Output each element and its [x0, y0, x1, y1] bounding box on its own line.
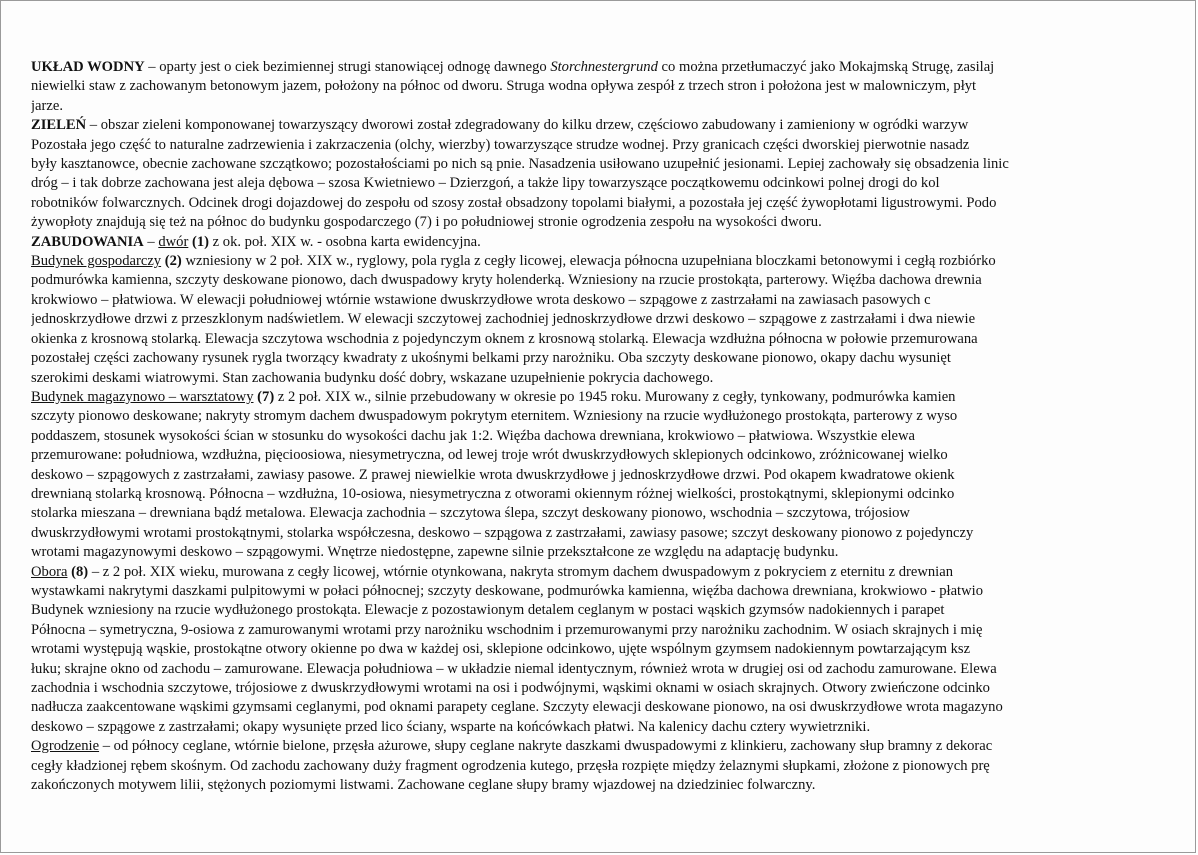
text-line: [31, 77, 1196, 96]
text-segment: co można przetłumaczyć jako Mokajmską Strugę, zasilaj: [657, 59, 995, 75]
underlined-heading: Budynek gospodarczy: [31, 253, 162, 270]
text-segment: jednoskrzydłowe drzwi z przeszklonym nadświetlem. W elewacji szczytowej zachodniej jednoskrzydłowe drzwi deskowo – szpągowe z zastrzałami i dwa niewie: [31, 311, 976, 328]
text-line: [31, 543, 1196, 562]
text-line: [31, 407, 1196, 426]
text-line: [31, 718, 1196, 737]
text-segment: deskowo – szpągowych z zastrzałami, zawiasy pasowe. Z prawej niewielkie wrota dwuskrzydłowe j jednoskrzydłowe drzwi. Pod okapem kwadratowe okienk: [31, 466, 955, 483]
text-line: [31, 271, 1196, 290]
text-segment: – od północy ceglane, wtórnie bielone, przęsła ażurowe, słupy ceglane nakryte daszkami dwuspadowymi z klinkieru, zachowany słup bramny z dekorac: [99, 738, 993, 755]
text-line: [31, 136, 1196, 155]
text-line: [31, 349, 1196, 368]
text-line: [31, 504, 1196, 523]
underlined-heading: Budynek magazynowo – warsztatowy: [31, 388, 254, 405]
text-line: [31, 698, 1196, 717]
underlined-heading: dwór: [158, 233, 189, 250]
text-segment: Pozostała jego część to naturalne zadrzewienia i zakrzaczenia (olchy, wierzby) towarzyszące strudze wodnej. Przy granicach części dworskiej pierwotnie nasadz: [31, 136, 970, 153]
text-segment: szerokimi deskami wiatrowymi. Stan zachowania budynku dość dobry, wskazane uzupełnienie pokrycia dachowego.: [31, 369, 714, 386]
text-segment: drewnianą stolarką krosnową. Północna – wzdłużna, 10-osiowa, niesymetryczna z otworami okiennym różnej wielkości, prostokątnymi, sklepionymi odcinko: [31, 485, 955, 502]
text-line: [31, 563, 1196, 582]
text-segment: krokwiowo – płatwiowa. W elewacji południowej wtórnie wstawione dwuskrzydłowe wrota deskowo – szpągowe z zastrzałami na zawiasach pasowych c: [31, 291, 931, 308]
text-segment: z 2 poł. XIX w., silnie przebudowany w okresie po 1945 roku. Murowany z cegły, tynkowany, podmurówka kamien: [274, 388, 956, 405]
text-segment: jarze.: [31, 97, 63, 114]
text-line: [31, 194, 1196, 213]
text-line: [31, 776, 1196, 795]
text-segment: poddaszem, stosunek wysokości ścian w stosunku do wysokości dachu jak 1:2. Więźba dachowa drewniana, krokwiowo – płatwiowa. Wszystkie elewa: [31, 427, 916, 444]
text-segment: okienka z krosnową stolarką. Elewacja szczytowa wschodnia z pojedynczym oknem z krosnową stolarką. Elewacja wzdłużna północna w połowie przemurowana: [31, 330, 978, 347]
text-line: [31, 369, 1196, 388]
bold-text: UKŁAD WODNY: [31, 59, 145, 75]
text-segment: dwuskrzydłowymi wrotami prostokątnymi, stolarka współczesna, deskowo – szpągowa z zastrzałami, zawiasy pasowe; szczyt deskowany pionowo z pojedynczy: [31, 524, 974, 541]
text-segment: niewielki staw z zachowanym betonowym jazem, położony na północ od dworu. Struga wodna opływa zespół z trzech stron i położona jest w malowniczym, płyt: [31, 78, 977, 95]
text-segment: zachodnia i wschodnia szczytowe, trójosiowe z dwuskrzydłowymi wrotami na osi i podwójnymi, wąskimi oknami w osiach skrajnych. Otwory zwieńczone odcinko: [31, 680, 990, 696]
bold-text: ZABUDOWANIA: [31, 233, 144, 250]
text-line: [31, 601, 1196, 620]
text-line: [31, 233, 1196, 252]
text-segment: – oparty jest o ciek bezimiennej strugi stanowiącej odnogę dawnego: [144, 59, 551, 75]
text-segment: były kasztanowce, obecnie zachowane szczątkowo; pozostałościami po nich są pnie. Nasadzenia usiłowano uzupełnić jesionami. Lepiej zachowały się obsadzenia linic: [31, 156, 1009, 173]
text-line: [31, 446, 1196, 465]
text-segment: –: [143, 233, 159, 250]
text-line: [31, 388, 1196, 407]
text-line: [31, 155, 1196, 174]
text-segment: – z 2 poł. XIX wieku, murowana z cegły licowej, wtórnie otynkowana, nakryta stromym dachem dwuspadowym z pokryciem z eternitu z drewnian: [88, 563, 954, 580]
text-segment: łuku; skrajne okno od zachodu – zamurowane. Elewacja południowa – w układzie niemal identycznym, również wrota w drugiej osi od zachodu zamurowane. Elewa: [31, 660, 997, 677]
text-segment: wystawkami nakrytymi daszkami pulpitowymi w połaci północnej; szczyty deskowane, podmurówka kamienna, więźba dachowa drewniana, krokwiowo - płatwio: [31, 582, 983, 599]
text-segment: przemurowane: południowa, wzdłużna, pięcioosiowa, niesymetryczna, od lewej troje wrót dwuskrzydłowych sklepionych odcinkowo, zróżnicowanej wielko: [31, 447, 948, 464]
text-line: [31, 640, 1196, 659]
text-line: [31, 252, 1196, 271]
text-segment: szczyty pionowo deskowane; nakryty stromym dachem dwuspadowym pokrytym eternitem. Wzniesiony na rzucie wydłużonego prostokąta, parterowy z wyso: [31, 408, 958, 425]
text-line: [31, 757, 1196, 776]
text-segment: z ok. poł. XIX w. - osobna karta ewidencyjna.: [209, 233, 481, 250]
text-line: [31, 330, 1196, 349]
text-line: [31, 58, 1196, 77]
text-line: [31, 213, 1196, 232]
text-line: [31, 582, 1196, 601]
text-segment: wrotami magazynowymi deskowo – szpągowymi. Wnętrze niedostępne, zapewne silnie przekształcone ze względu na adaptację budynku.: [31, 544, 839, 561]
italic-text: Storchnestergrund: [550, 59, 658, 75]
text-line: [31, 427, 1196, 446]
text-line: [31, 737, 1196, 756]
text-line: [31, 660, 1196, 679]
underlined-heading: Ogrodzenie: [31, 738, 100, 755]
text-line: [31, 524, 1196, 543]
text-line: [31, 466, 1196, 485]
text-segment: Północna – symetryczna, 9-osiowa z zamurowanymi wrotami przy narożniku wschodnim i przemurowanymi przy narożniku zachodnim. W osiach skrajnych i mię: [31, 621, 983, 638]
underlined-heading: Obora: [31, 563, 68, 580]
text-segment: żywopłoty znajdują się też na północ do budynku gospodarczego (7) i po południowej stronie ogrodzenia zespołu na wysokości dworu.: [31, 214, 822, 231]
text-line: [31, 310, 1196, 329]
bold-text: ZIELEŃ: [31, 117, 87, 134]
text-segment: wzniesiony w 2 poł. XIX w., ryglowy, pola rygla z cegły licowej, elewacja północna uzupełniana bloczkami betonowymi i cegłą rozbiórko: [181, 253, 996, 270]
text-segment: – obszar zieleni komponowanej towarzyszący dworowi został zdegradowany do kilku drzew, częściowo zabudowany i zamieniony w ogródki warzyw: [86, 117, 969, 134]
text-line: [31, 679, 1196, 698]
text-segment: deskowo – szpągowe z zastrzałami; okapy wysunięte przed lico ściany, wsparte na końcówkach płatwi. Na kalenicy dachu cztery wywietrzniki.: [31, 718, 871, 735]
text-segment: robotników folwarcznych. Odcinek drogi dojazdowej do zespołu od szosy został obsadzony topolami białymi, a pozostała jej część żywopłotami ligustrowymi. Podo: [31, 194, 997, 211]
text-segment: nadłucza zaakcentowane wąskimi gzymsami ceglanymi, pod oknami parapety ceglane. Szczyty elewacji deskowane pionowo, na osi dwuskrzydłowe wrota magazyno: [31, 699, 1003, 716]
bold-text: (8): [71, 563, 89, 580]
text-line: [31, 621, 1196, 640]
text-segment: wrotami występują wąskie, prostokątne otwory okienne po dwa w każdej osi, sklepione odcinkowo, ujęte wspólnym gzymsem nadokiennym powtarzającym ksz: [31, 641, 971, 658]
text-line: [31, 291, 1196, 310]
text-segment: dróg – i tak dobrze zachowana jest aleja dębowa – szosa Kwietniewo – Dzierzgoń, a także lipy towarzyszące początkowemu odcinkowi polnej drogi do kol: [31, 175, 940, 192]
text-line: [31, 174, 1196, 193]
text-segment: zakończonych motywem lilii, stężonych poziomymi listwami. Zachowane ceglane słupy bramy wjazdowej na dziedziniec folwarczny.: [31, 777, 816, 794]
text-segment: pozostałej części zachowany rysunek rygla tworzący kwadraty z ukośnymi belkami przy narożniku. Oba szczyty deskowane pionowo, okapy dachu wysunięt: [31, 350, 951, 367]
text-segment: stolarka mieszana – drewniana bądź metalowa. Elewacja zachodnia – szczytowa ślepa, szczyt deskowany pionowo, wschodnia – szczytowa, trójosiow: [31, 505, 910, 522]
bold-text: (7): [257, 388, 275, 405]
text-line: [31, 116, 1196, 135]
bold-text: (1): [191, 233, 209, 250]
text-line: [31, 97, 1196, 116]
text-segment: podmurówka kamienna, szczyty deskowane pionowo, dach dwuspadowy kryty holenderką. Wzniesiony na rzucie prostokąta, parterowy. Więźba dachowa drewnia: [31, 272, 982, 289]
text-segment: Budynek wzniesiony na rzucie wydłużonego prostokąta. Elewacje z pozostawionym detalem ceglanym w postaci wąskich gzymsów nadokiennych i parapet: [31, 602, 945, 619]
bold-text: (2): [164, 253, 182, 270]
document-body: [31, 58, 1196, 795]
text-segment: cegły kładzionej rębem skośnym. Od zachodu zachowany duży fragment ogrodzenia kutego, przęsła rozpięte między żelaznymi słupkami, złożone z pionowych prę: [31, 757, 990, 774]
text-line: [31, 485, 1196, 504]
